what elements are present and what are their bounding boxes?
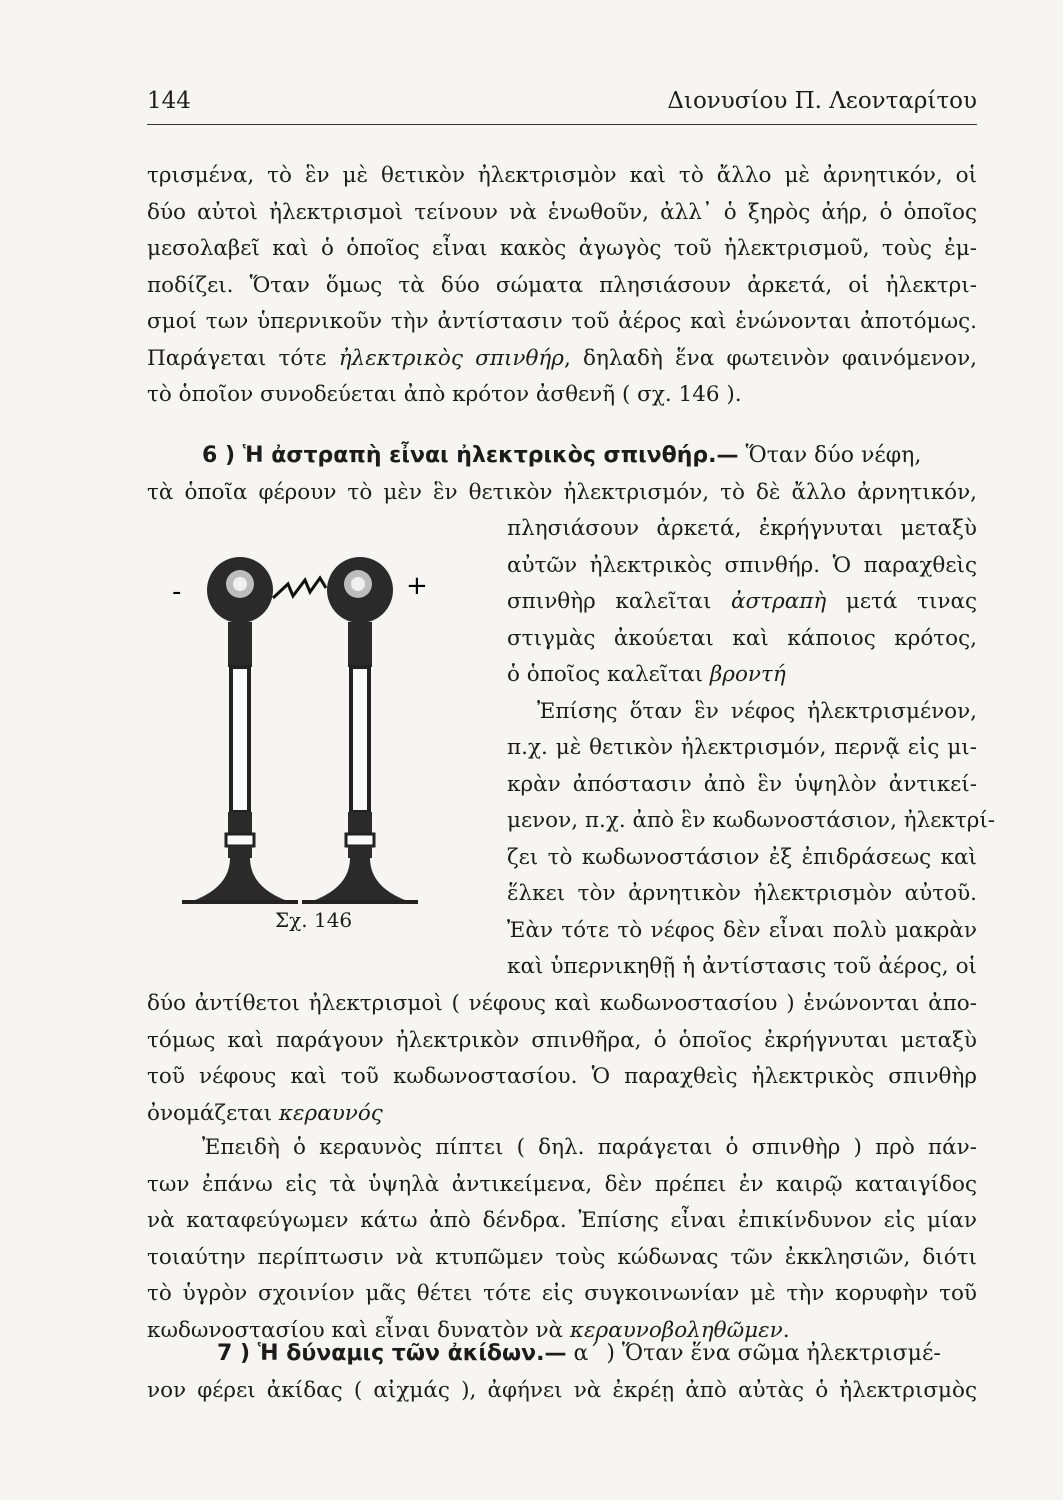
paragraph-2 <box>147 1130 977 1349</box>
text-line: μενον, π.χ. ἀπὸ ἓν κωδωνοστάσιον, ἠλεκτρί- <box>507 808 996 833</box>
electrodes-illustration <box>160 540 460 940</box>
text-line: σμοί των ὑπερνικοῦν τὴν ἀντίστασιν τοῦ ἀέρος καὶ ἑνώνονται ἀποτόμως. <box>147 309 977 334</box>
left-electrode <box>182 557 298 902</box>
text-line: νὰ καταφεύγωμεν κάτω ἀπὸ δένδρα. Ἐπίσης εἶναι ἐπικίνδυνον εἰς μίαν <box>147 1208 977 1233</box>
text-line: τὸ ὑγρὸν σχοινίον μᾶς θέτει τότε εἰς συγκοινωνίαν μὲ τὴν κορυφὴν τοῦ <box>147 1281 977 1306</box>
text-line: τόμως καὶ παράγουν ἠλεκτρικὸν σπινθῆρα, ὁ ὁποῖος ἐκρήγνυται μεταξὺ <box>147 1027 977 1053</box>
text-line: Παράγεται τότε ἠλεκτρικὸς σπινθήρ, δηλαδὴ ἕνα φωτεινὸν φαινόμενον, <box>147 345 977 371</box>
plus-sign: + <box>406 571 428 601</box>
section-7-heading-line <box>147 1336 977 1373</box>
section-7-heading-tail: α΄ ) Ὅταν ἕνα σῶμα ἠλεκτρισμέ- <box>566 1341 941 1366</box>
figure-146 <box>160 540 460 940</box>
figure-side-text <box>507 511 996 986</box>
section-6-continuation <box>147 986 977 1132</box>
figure-caption: Σχ. 146 <box>275 908 353 932</box>
text-line: Ἐὰν τότε τὸ νέφος δὲν εἶναι πολὺ μακρὰν <box>507 917 977 943</box>
text-line: Ἐπίσης ὅταν ἓν νέφος ἠλεκτρισμένον, <box>537 698 977 724</box>
right-electrode <box>302 557 418 902</box>
section-6 <box>147 438 977 511</box>
section-6-heading: 6 ) Ἡ ἀστραπὴ εἶναι ἠλεκτρικὸς σπινθήρ.— <box>202 443 739 468</box>
text-line: τοιαύτην περίπτωσιν νὰ κτυπῶμεν τοὺς κώδωνας τῶν ἐκκλησιῶν, διότι <box>147 1244 977 1270</box>
page-header <box>147 88 977 125</box>
text-line: ὁ ὁποῖος καλεῖται βροντή <box>507 662 786 687</box>
text-line: Ἐπειδὴ ὁ κεραυνὸς πίπτει ( δηλ. παράγεται ὁ σπινθὴρ ) πρὸ πάν- <box>202 1135 977 1160</box>
section-7 <box>147 1336 977 1409</box>
minus-sign: - <box>172 577 182 607</box>
text-line: στιγμὰς ἀκούεται καὶ κάποιος κρότος, <box>507 625 977 651</box>
text-line: ὀνομάζεται κεραυνός <box>147 1100 383 1126</box>
italic-term: ἠλεκτρικὸς σπινθήρ <box>338 345 564 371</box>
section-6-heading-line <box>147 438 977 475</box>
text-line: αὐτῶν ἠλεκτρικὸς σπινθήρ. Ὁ παραχθεὶς <box>507 552 977 578</box>
spark-zigzag <box>273 578 326 598</box>
text-line: κωδωνοστασίου καὶ εἶναι δυνατὸν νὰ κεραυνοβοληθῶμεν. <box>147 1317 790 1343</box>
text-line: καὶ ὑπερνικηθῇ ἡ ἀντίστασις τοῦ ἀέρος, οἱ <box>507 954 977 979</box>
text-line: πλησιάσουν ἀρκετά, ἐκρήγνυται μεταξὺ <box>507 516 977 541</box>
text-line: δύο αὐτοὶ ἠλεκτρισμοὶ τείνουν νὰ ἑνωθοῦν, ἀλλ᾽ ὁ ξηρὸς ἀήρ, ὁ ὁποῖος <box>147 199 977 225</box>
text-line: ἕλκει τὸν ἀρνητικὸν ἠλεκτρισμὸν αὐτοῦ. <box>507 881 977 906</box>
page-number: 144 <box>147 88 191 114</box>
italic-term: βροντή <box>709 662 786 687</box>
text-line: π.χ. μὲ θετικὸν ἠλεκτρισμόν, περνᾷ εἰς μι- <box>507 735 977 760</box>
text-line: νον φέρει ἀκίδας ( αἰχμάς ), ἀφήνει νὰ ἐκρέῃ ἀπὸ αὐτὰς ὁ ἠλεκτρισμὸς <box>147 1377 977 1403</box>
section-6-heading-tail: Ὅταν δύο νέφη, <box>738 443 922 468</box>
section-7-heading: 7 ) Ἡ δύναμις τῶν ἀκίδων.— <box>217 1341 567 1366</box>
text-line: ζει τὸ κωδωνοστάσιον ἐξ ἐπιδράσεως καὶ <box>507 844 977 870</box>
text-line: τοῦ νέφους καὶ τοῦ κωδωνοστασίου. Ὁ παραχθεὶς ἠλεκτρικὸς σπινθὴρ <box>147 1064 977 1089</box>
italic-term: ἀστραπὴ <box>731 589 827 614</box>
running-head: Διονυσίου Π. Λεονταρίτου <box>667 88 977 114</box>
text-line: ποδίζει. Ὅταν ὅμως τὰ δύο σώματα πλησιάσουν ἀρκετά, οἱ ἠλεκτρι- <box>147 272 977 298</box>
text-line: δύο ἀντίθετοι ἠλεκτρισμοὶ ( νέφους καὶ κωδωνοστασίου ) ἑνώνονται ἀπο- <box>147 991 977 1016</box>
text-line: σπινθὴρ καλεῖται ἀστραπὴ μετά τινας <box>507 589 977 614</box>
paragraph-1 <box>147 158 977 414</box>
text-line: τὸ ὁποῖον συνοδεύεται ἀπὸ κρότον ἀσθενῆ ( σχ. 146 ). <box>147 382 742 407</box>
text-line: τρισμένα, τὸ ἓν μὲ θετικὸν ἠλεκτρισμὸν καὶ τὸ ἄλλο μὲ ἀρνητικόν, οἱ <box>147 163 977 188</box>
text-line: κρὰν ἀπόστασιν ἀπὸ ἓν ὑψηλὸν ἀντικεί- <box>507 771 977 797</box>
italic-term: κεραυνός <box>278 1100 383 1126</box>
text-line: τὰ ὁποῖα φέρουν τὸ μὲν ἓν θετικὸν ἠλεκτρισμόν, τὸ δὲ ἄλλο ἀρνητικόν, <box>147 479 977 505</box>
italic-term: κεραυνοβοληθῶμεν <box>569 1317 783 1343</box>
text-line: των ἐπάνω εἰς τὰ ὑψηλὰ ἀντικείμενα, δὲν πρέπει ἐν καιρῷ καταιγίδος <box>147 1171 977 1197</box>
text-line: μεσολαβεῖ καὶ ὁ ὁποῖος εἶναι κακὸς ἀγωγὸς τοῦ ἠλεκτρισμοῦ, τοὺς ἐμ- <box>147 236 977 261</box>
